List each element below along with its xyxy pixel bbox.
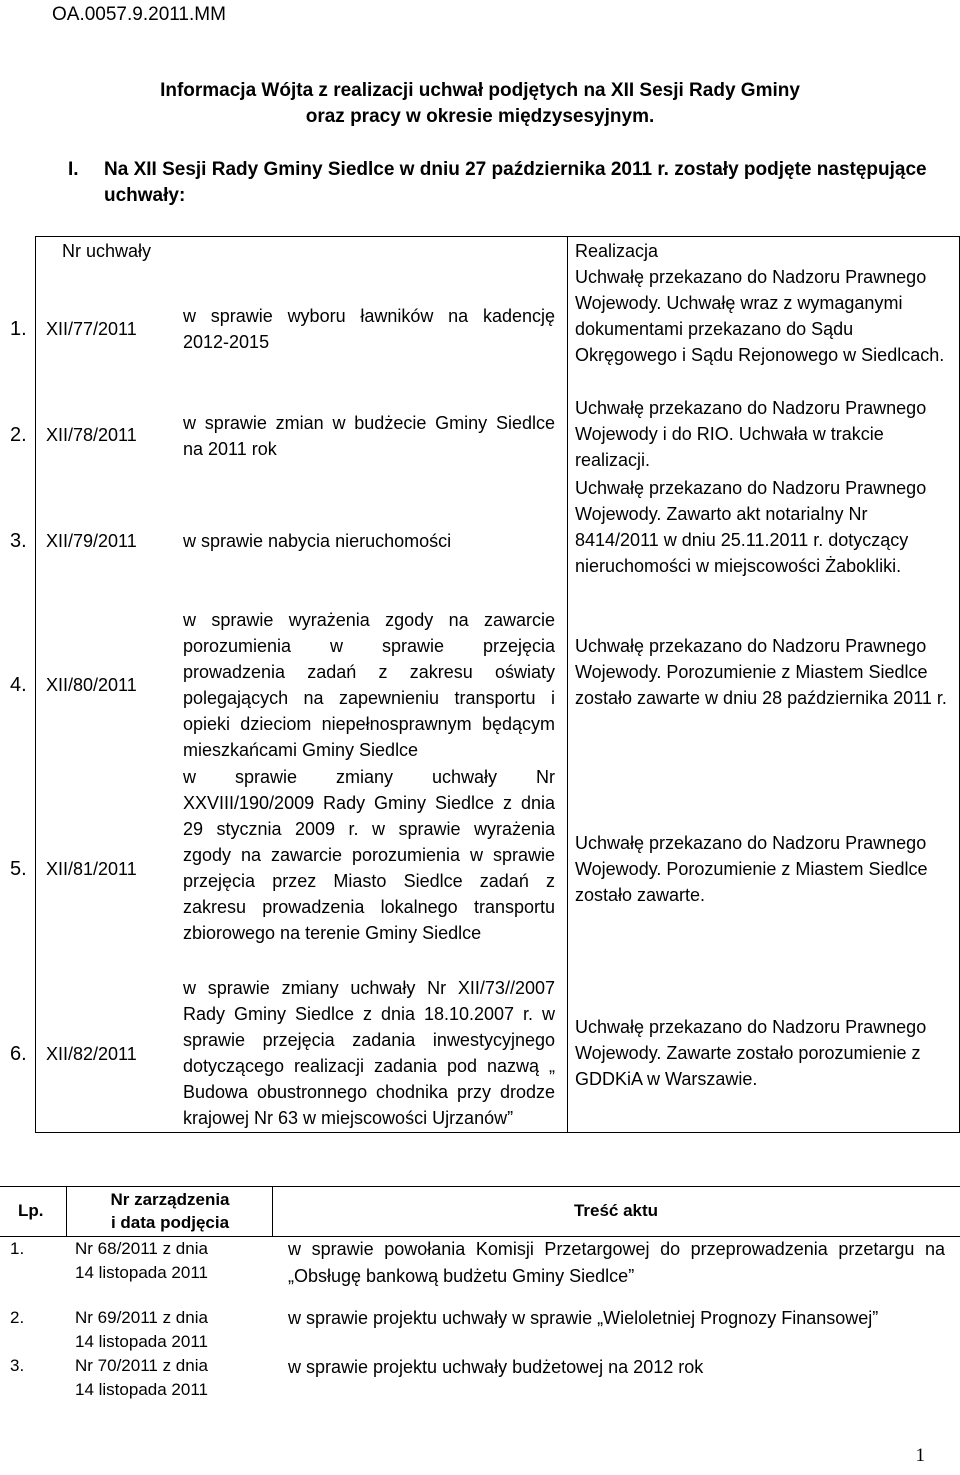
order3-content: w sprawie projektu uchwały budżetowej na 2012 rok <box>288 1357 704 1377</box>
row5-subject: w sprawie zmiany uchwały Nr XXVIII/190/2009 Rady Gminy Siedlce z dnia 29 stycznia 2009 r. w sprawie wyrażenia zgody na zawarcie porozumienia w sprawie przejęcia przez Miasto Siedlce zadań z zakresu prowadzenia lokalnego transportu zbiorowego na terenie Gminy Siedlce <box>183 767 555 943</box>
page-number: 1 <box>915 1445 925 1466</box>
table1-border-left <box>35 236 36 1132</box>
order2-number: 2. <box>10 1308 25 1327</box>
table1-header-nr: Nr uchwały <box>62 241 152 261</box>
table1-border-mid <box>567 236 568 1132</box>
table2-header-divider-1 <box>66 1186 67 1236</box>
row3-number: 3. <box>10 530 27 552</box>
section-heading-line1: Na XII Sesji Rady Gminy Siedlce w dniu 27 października 2011 r. zostały podjęte następujące <box>104 159 927 180</box>
document-reference: OA.0057.9.2011.MM <box>52 4 226 25</box>
row3-subject: w sprawie nabycia nieruchomości <box>183 531 452 551</box>
row6-subject: w sprawie zmiany uchwały Nr XII/73//2007 Rady Gminy Siedlce z dnia 18.10.2007 r. w sprawie przejęcia zadania inwestycyjnego dotyczącego realizacji zadania pod nazwą „ Budowa obustronnego chodnika przy drodze krajowej Nr 63 w miejscowości Ujrzanów” <box>183 978 555 1128</box>
order3-nr: Nr 70/2011 z dnia <box>75 1356 208 1375</box>
order2-content: w sprawie projektu uchwały w sprawie „Wieloletniej Prognozy Finansowej” <box>288 1308 879 1328</box>
row3-resolution-nr: XII/79/2011 <box>46 531 137 551</box>
table2-header-tresc: Treść aktu <box>573 1201 659 1220</box>
order1-number: 1. <box>10 1239 25 1258</box>
row4-resolution-nr: XII/80/2011 <box>46 675 137 695</box>
table1-header-realizacja: Realizacja <box>575 241 659 261</box>
table2-header-lp: Lp. <box>18 1201 44 1220</box>
row2-subject: w sprawie zmian w budżecie Gminy Siedlce na 2011 rok <box>183 413 555 459</box>
document-title-line1: Informacja Wójta z realizacji uchwał podjętych na XII Sesji Rady Gminy <box>160 80 800 101</box>
row1-realization: Uchwałę przekazano do Nadzoru Prawnego Wojewody. Uchwałę wraz z wymaganymi dokumentami przekazano do Sądu Okręgowego i Sądu Rejonowego w Siedlcach. <box>575 267 945 365</box>
row6-number: 6. <box>10 1043 27 1065</box>
document-title-line2: oraz pracy w okresie międzysesyjnym. <box>305 106 655 127</box>
table2-header-nr-line1: Nr zarządzenia <box>110 1190 230 1209</box>
table1-border-top <box>35 236 960 237</box>
row1-number: 1. <box>10 318 27 340</box>
order3-date: 14 listopada 2011 <box>75 1380 208 1399</box>
order2-nr: Nr 69/2011 z dnia <box>75 1308 208 1327</box>
order1-content: w sprawie powołania Komisji Przetargowej do przeprowadzenia przetargu na „Obsługę bankową budżetu Gminy Siedlce” <box>288 1239 945 1286</box>
section-number: I. <box>68 159 79 180</box>
row4-realization: Uchwałę przekazano do Nadzoru Prawnego Wojewody. Porozumienie z Miastem Siedlce zostało zawarte w dniu 28 października 2011 r. <box>575 636 947 708</box>
row6-resolution-nr: XII/82/2011 <box>46 1044 137 1064</box>
row5-resolution-nr: XII/81/2011 <box>46 859 137 879</box>
order1-nr: Nr 68/2011 z dnia <box>75 1239 208 1258</box>
section-heading-line2: uchwały: <box>104 185 186 206</box>
row3-realization: Uchwałę przekazano do Nadzoru Prawnego Wojewody. Zawarto akt notarialny Nr 8414/2011 w dniu 25.11.2011 r. dotyczący nieruchomości w miejscowości Żabokliki. <box>575 478 927 576</box>
order2-date: 14 listopada 2011 <box>75 1332 208 1351</box>
row2-number: 2. <box>10 424 27 446</box>
order1-date: 14 listopada 2011 <box>75 1263 208 1282</box>
row5-realization: Uchwałę przekazano do Nadzoru Prawnego Wojewody. Porozumienie z Miastem Siedlce zostało zawarte. <box>575 833 928 905</box>
row6-realization: Uchwałę przekazano do Nadzoru Prawnego Wojewody. Zawarte zostało porozumienie z GDDKiA w Warszawie. <box>575 1017 927 1089</box>
row2-realization: Uchwałę przekazano do Nadzoru Prawnego Wojewody i do RIO. Uchwała w trakcie realizacji. <box>575 398 927 470</box>
row1-subject: w sprawie wyboru ławników na kadencję 2012-2015 <box>183 306 555 352</box>
row4-number: 4. <box>10 674 27 696</box>
order3-number: 3. <box>10 1356 25 1375</box>
table1-border-bottom <box>35 1132 960 1133</box>
table2-header-nr-line2: i data podjęcia <box>110 1213 230 1232</box>
row4-subject: w sprawie wyrażenia zgody na zawarcie porozumienia w sprawie przejęcia prowadzenia zadań z zakresu oświaty polegających na zapewnieniu transportu i opieki dzieciom niepełnosprawnym będącym mieszkańcami Gminy Siedlce <box>183 610 555 760</box>
table2-border-top <box>0 1186 960 1187</box>
row5-number: 5. <box>10 858 27 880</box>
row1-resolution-nr: XII/77/2011 <box>46 319 137 339</box>
row2-resolution-nr: XII/78/2011 <box>46 425 137 445</box>
